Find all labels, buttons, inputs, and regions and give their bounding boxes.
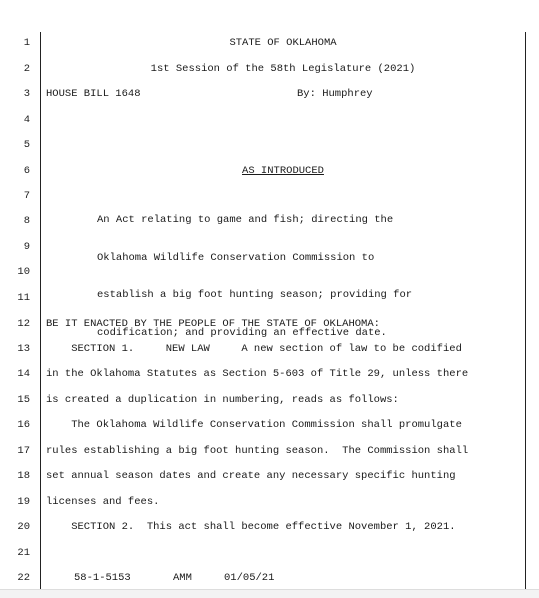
line-number: 20 bbox=[17, 521, 30, 533]
body-line: rules establishing a big foot hunting season. The Commission shall bbox=[46, 445, 469, 457]
line-number: 5 bbox=[23, 139, 30, 151]
right-margin-rule bbox=[525, 32, 526, 590]
line-number: 6 bbox=[23, 165, 30, 177]
line-number: 22 bbox=[17, 572, 30, 584]
line-number: 19 bbox=[17, 496, 30, 508]
line-number: 2 bbox=[23, 63, 30, 75]
line-number: 15 bbox=[17, 394, 30, 406]
footer-code: 58-1-5153 bbox=[74, 572, 131, 584]
line-number: 10 bbox=[17, 266, 30, 278]
bill-title bbox=[97, 189, 457, 364]
line-number: 17 bbox=[17, 445, 30, 457]
body-line: SECTION 1. NEW LAW A new section of law to be codified bbox=[46, 343, 462, 355]
line-number: 13 bbox=[17, 343, 30, 355]
line-number: 14 bbox=[17, 368, 30, 380]
left-margin-rule bbox=[40, 32, 41, 590]
body-line: in the Oklahoma Statutes as Section 5-603 of Title 29, unless there bbox=[46, 368, 469, 380]
state-heading: STATE OF OKLAHOMA bbox=[229, 37, 337, 49]
body-line: set annual season dates and create any necessary specific hunting bbox=[46, 470, 456, 482]
line-number: 11 bbox=[17, 292, 30, 304]
line-number: 8 bbox=[23, 215, 30, 227]
line-number: 9 bbox=[23, 241, 30, 253]
footer-initials: AMM bbox=[173, 572, 192, 584]
body-line: SECTION 2. This act shall become effective November 1, 2021. bbox=[46, 521, 456, 533]
bill-author: By: Humphrey bbox=[297, 88, 373, 100]
bill-title-line: Oklahoma Wildlife Conservation Commission to bbox=[97, 251, 375, 264]
enacting-clause: BE IT ENACTED BY THE PEOPLE OF THE STATE OF OKLAHOMA: bbox=[46, 318, 380, 330]
line-number: 21 bbox=[17, 547, 30, 559]
bill-title-line: codification; and providing an effective date. bbox=[97, 326, 387, 339]
bill-title-line: establish a big foot hunting season; providing for bbox=[97, 289, 413, 301]
bill-number: HOUSE BILL 1648 bbox=[46, 88, 141, 100]
line-number: 3 bbox=[23, 88, 30, 100]
body-line: licenses and fees. bbox=[46, 496, 160, 508]
line-number: 18 bbox=[17, 470, 30, 482]
bill-title-line: An Act relating to game and fish; directing the bbox=[97, 214, 394, 226]
line-number: 1 bbox=[23, 37, 30, 49]
footer-date: 01/05/21 bbox=[224, 572, 275, 584]
body-line: is created a duplication in numbering, reads as follows: bbox=[46, 394, 399, 406]
session-heading: 1st Session of the 58th Legislature (2021) bbox=[150, 63, 416, 75]
introduced-status: AS INTRODUCED bbox=[242, 165, 324, 177]
line-number: 12 bbox=[17, 318, 30, 330]
line-number: 16 bbox=[17, 419, 30, 431]
line-number: 7 bbox=[23, 190, 30, 202]
line-number: 4 bbox=[23, 114, 30, 126]
body-line: The Oklahoma Wildlife Conservation Commission shall promulgate bbox=[46, 419, 462, 431]
